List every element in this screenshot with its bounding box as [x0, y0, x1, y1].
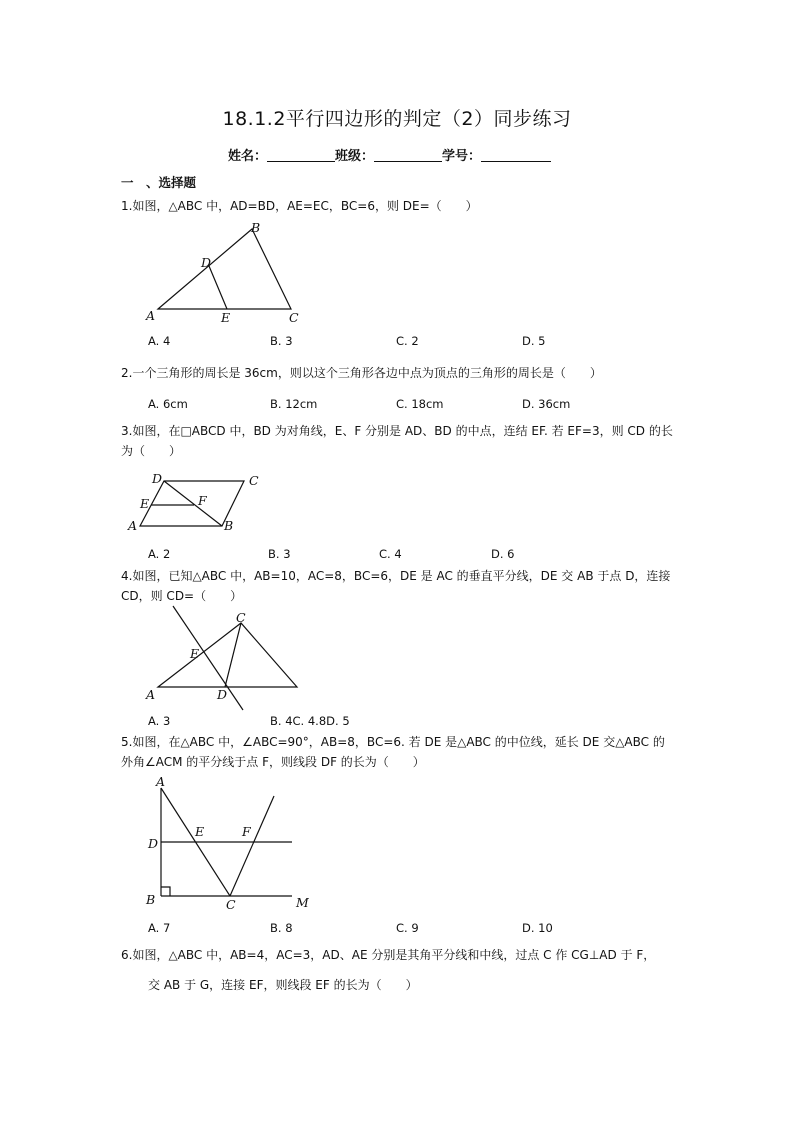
question-6-text-line2: 交 AB 于 G，连接 EF，则线段 EF 的长为（ ） [148, 978, 418, 992]
segment-cd [225, 623, 241, 687]
q1-label-a: A [146, 308, 156, 323]
q1-label-c: C [289, 310, 299, 325]
q1-label-d: D [201, 255, 212, 270]
q5-label-d: D [148, 836, 159, 851]
q2-option-c[interactable]: C. 18cm [396, 397, 444, 411]
q3-option-d[interactable]: D. 6 [491, 547, 515, 561]
triangle-abc [158, 229, 291, 309]
q1-option-c[interactable]: C. 2 [396, 334, 419, 348]
class-label: 班级： [335, 149, 375, 164]
bisector-cf [230, 796, 274, 896]
question-1-figure [140, 218, 320, 328]
name-label: 姓名： [228, 149, 268, 164]
q4-label-e: E [190, 646, 200, 661]
page-title: 18.1.2平行四边形的判定（2）同步练习 [222, 108, 572, 130]
q4-option-bcd[interactable]: B. 4C. 4.8D. 5 [270, 714, 350, 728]
q5-label-b: B [146, 892, 156, 907]
diagonal-bd [164, 481, 222, 526]
q5-label-a: A [156, 776, 166, 789]
q5-label-m: M [296, 895, 309, 910]
class-blank[interactable] [374, 149, 442, 162]
q3-label-e: E [140, 496, 150, 511]
q3-option-a[interactable]: A. 2 [148, 547, 171, 561]
q1-label-e: E [221, 310, 231, 325]
question-5-text: 5.如图，在△ABC 中，∠ABC=90°，AB=8，BC=6. 若 DE 是△ABC 的中位线，延长 DE 交△ABC 的外角∠ACM 的平分线于点 F，则线段 DF 的长为（ ） [121, 735, 665, 769]
q4-option-a[interactable]: A. 3 [148, 714, 171, 728]
question-2-text: 2.一个三角形的周长是 36cm，则以这个三角形各边中点为顶点的三角形的周长是（ ） [121, 366, 602, 380]
q2-option-b[interactable]: B. 12cm [270, 397, 318, 411]
q3-label-f: F [198, 493, 207, 508]
student-info [228, 145, 551, 164]
q5-label-f: F [242, 824, 251, 839]
q4-label-d: D [217, 687, 228, 702]
id-label: 学号： [442, 149, 482, 164]
q5-option-c[interactable]: C. 9 [396, 921, 419, 935]
q4-label-c: C [236, 610, 246, 625]
q5-option-b[interactable]: B. 8 [270, 921, 293, 935]
q1-option-d[interactable]: D. 5 [522, 334, 546, 348]
question-3-figure [118, 466, 268, 538]
right-angle-mark [161, 887, 170, 896]
q1-label-b: B [251, 220, 261, 235]
q3-label-d: D [152, 471, 163, 486]
q5-option-a[interactable]: A. 7 [148, 921, 171, 935]
q3-label-b: B [224, 518, 234, 533]
q3-option-b[interactable]: B. 3 [268, 547, 291, 561]
question-1-text: 1.如图，△ABC 中，AD=BD，AE=EC，BC=6，则 DE=（ ） [121, 199, 478, 213]
q2-option-d[interactable]: D. 36cm [522, 397, 571, 411]
segment-de [209, 266, 227, 309]
q5-option-d[interactable]: D. 10 [522, 921, 553, 935]
name-blank[interactable] [267, 149, 335, 162]
q5-label-c: C [226, 897, 236, 912]
question-4-figure [140, 604, 310, 712]
question-3-text: 3.如图，在□ABCD 中，BD 为对角线，E、F 分别是 AD、BD 的中点，连结 EF. 若 EF=3，则 CD 的长为（ ） [121, 424, 673, 458]
q3-option-c[interactable]: C. 4 [379, 547, 402, 561]
q2-option-a[interactable]: A. 6cm [148, 397, 188, 411]
q5-label-e: E [195, 824, 205, 839]
q4-label-a: A [146, 687, 156, 702]
question-6-text-line1: 6.如图，△ABC 中，AB=4，AC=3，AD、AE 分别是其角平分线和中线，过点 C 作 CG⊥AD 于 F， [121, 948, 656, 962]
section-heading: 一 、选择题 [121, 175, 197, 190]
id-blank[interactable] [481, 149, 551, 162]
q1-option-b[interactable]: B. 3 [270, 334, 293, 348]
q1-option-a[interactable]: A. 4 [148, 334, 171, 348]
q3-label-c: C [249, 473, 259, 488]
q3-label-a: A [128, 518, 138, 533]
question-5-figure [140, 776, 320, 916]
question-4-text: 4.如图，已知△ABC 中，AB=10，AC=8，BC=6，DE 是 AC 的垂直平分线，DE 交 AB 于点 D，连接 CD，则 CD=（ ） [121, 569, 671, 603]
